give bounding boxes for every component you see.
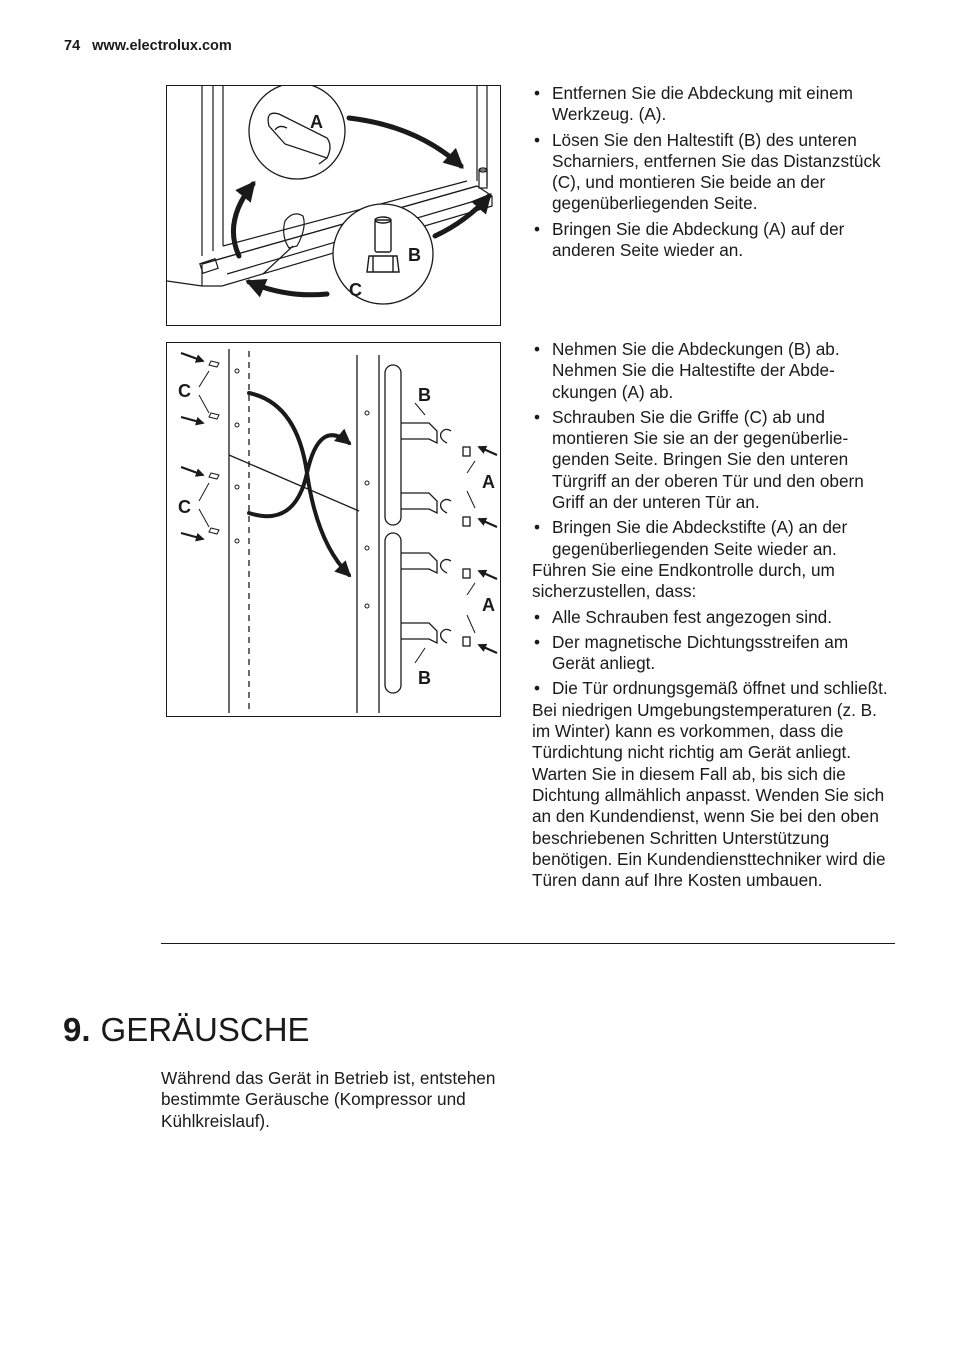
label-b: B (408, 245, 421, 265)
bullet-list (532, 339, 892, 560)
section-body: Während das Gerät in Betrieb ist, entstehen bestimmte Geräusche (Kompressor und Kühlkreislauf). (161, 1068, 496, 1131)
list-item: • Entfernen Sie die Abdeckung mit einem Werkzeug. (A). (532, 83, 892, 126)
label-a-upper: A (482, 472, 495, 492)
list-item: • Der magnetische Dichtungsstreifen am Gerät anliegt. (532, 632, 892, 675)
page-header (64, 38, 232, 54)
list-item: • Nehmen Sie die Abdeckungen (B) ab. Nehmen Sie die Haltestifte der Abdeckungen (A) ab. (532, 339, 892, 403)
instructions-hinge (532, 83, 892, 265)
hinge-drawing (167, 86, 501, 326)
list-item: • Schrauben Sie die Griffe (C) ab und montieren Sie sie an der gegenüberliegenden Seite. Bringen Sie den unteren Türgriff an der oberen Tür und den obern Griff an der unteren Tür an. (532, 407, 892, 513)
label-a-lower: A (482, 595, 495, 615)
handle-drawing (167, 343, 501, 717)
section-divider (161, 943, 895, 944)
hinge-illustration (166, 85, 501, 326)
check-intro: Führen Sie eine Endkontrolle durch, um sicherzustellen, dass: (532, 559, 835, 602)
site-url: www.electrolux.com (92, 38, 232, 54)
label-b-bottom: B (418, 668, 431, 688)
label-c-lower: C (178, 497, 191, 517)
handle-illustration (166, 342, 501, 717)
page-number: 74 (64, 38, 81, 54)
list-item: • Alle Schrauben fest angezogen sind. (532, 607, 892, 628)
instructions-handles (532, 339, 892, 895)
list-item: • Lösen Sie den Haltestift (B) des unteren Scharniers, entfernen Sie das Distanzstück (C), und montieren Sie beide an der gegenüberliegenden Seite. (532, 130, 892, 215)
list-item: • Bringen Sie die Abdeckstifte (A) an der gegenüberliegenden Seite wieder an. (532, 517, 892, 560)
label-c: C (349, 280, 362, 300)
label-b-top: B (418, 385, 431, 405)
closing-paragraph: Bei niedrigen Umgebungstemperaturen (z. B. im Winter) kann es vorkommen, dass die Türdichtung nicht richtig am Gerät anliegt. Warten Sie in diesem Fall ab, bis sich die Dichtung allmählich anpasst. Wenden Sie sich an den Kundendienst, wenn Sie bei den oben beschriebenen Schritten Unterstützung benötigen. Ein Kundendiensttechniker wird die Türen dann auf Ihre Kosten umbauen. (532, 699, 886, 891)
list-item: • Die Tür ordnungsgemäß öffnet und schließt. (532, 678, 892, 699)
label-a: A (310, 112, 323, 132)
label-c-upper: C (178, 381, 191, 401)
checklist (532, 607, 892, 700)
bullet-list (532, 83, 892, 261)
list-item: • Bringen Sie die Abdeckung (A) auf der anderen Seite wieder an. (532, 219, 892, 262)
section-number: 9. (63, 1011, 91, 1048)
section-heading (63, 1010, 310, 1050)
section-title: GERÄUSCHE (100, 1011, 310, 1048)
